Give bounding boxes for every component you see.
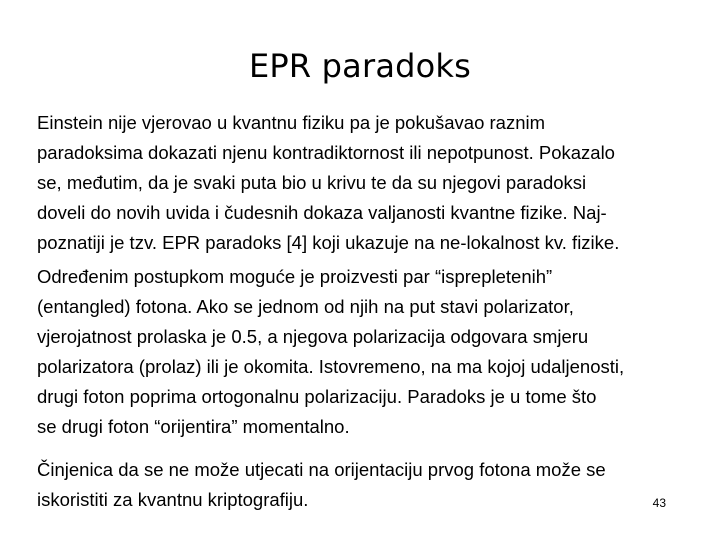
paragraph-quantum-cryptography (37, 455, 687, 515)
paragraph-line: se drugi foton “orijentira” momentalno. (37, 416, 350, 437)
page-number: 43 (652, 496, 666, 510)
paragraph-line: se, međutim, da je svaki puta bio u krivu te da su njegovi paradoksi (37, 172, 587, 193)
paragraph-line: Činjenica da se ne može utjecati na orijentaciju prvog fotona može se (37, 459, 606, 480)
paragraph-entangled-photons (37, 262, 687, 442)
paragraph-line: iskoristiti za kvantnu kriptografiju. (37, 489, 309, 510)
paragraph-line: Einstein nije vjerovao u kvantnu fiziku pa je pokušavao raznim (37, 112, 546, 133)
paragraph-line: drugi foton poprima ortogonalnu polarizaciju. Paradoks je u tome što (37, 386, 597, 407)
paragraph-einstein-paradoxes (37, 108, 687, 258)
slide-title: EPR paradoks (248, 47, 472, 85)
paragraph-line: Određenim postupkom moguće je proizvesti par “isprepletenih” (37, 266, 553, 287)
paragraph-line: paradoksima dokazati njenu kontradiktornost ili nepotpunost. Pokazalo (37, 142, 615, 163)
paragraph-line: poznatiji je tzv. EPR paradoks [4] koji ukazuje na ne-lokalnost kv. fizike. (37, 232, 620, 253)
paragraph-line: (entangled) fotona. Ako se jednom od njih na put stavi polarizator, (37, 296, 574, 317)
paragraph-line: polarizatora (prolaz) ili je okomita. Istovremeno, na ma kojoj udaljenosti, (37, 356, 625, 377)
paragraph-line: doveli do novih uvida i čudesnih dokaza valjanosti kvantne fizike. Naj- (37, 202, 607, 223)
paragraph-line: vjerojatnost prolaska je 0.5, a njegova polarizacija odgovara smjeru (37, 326, 589, 347)
